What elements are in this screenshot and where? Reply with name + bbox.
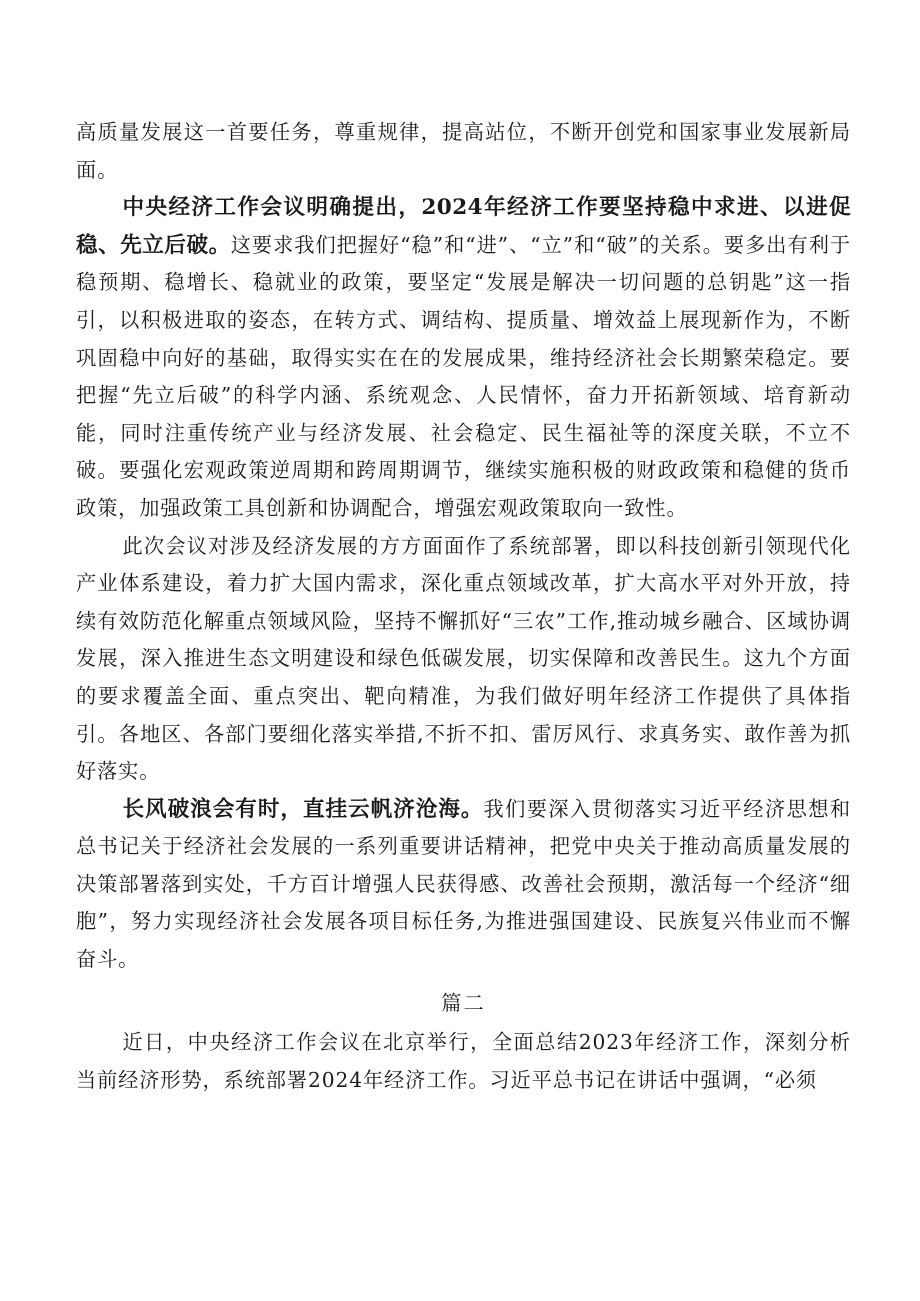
paragraph-lead-sentence: 中央经济工作会议明确提出，2024年经济工作要坚持稳中求进、以进促稳、先立后破。 [76, 195, 851, 258]
paragraph-lead-sentence: 长风破浪会有时，直挂云帆济沧海。 [122, 796, 484, 822]
paragraph-section-two-opening [76, 1024, 851, 1099]
paragraph-text: 我们要深入贯彻落实习近平经济思想和总书记关于经济社会发展的一系列重要讲话精神，把党中央关于推动高质量发展的决策部署落到实处，千方百计增强人民获得感、改善社会预期，激活每一个经济“细胞”，努力实现经济社会发展各项目标任务,为推进强国建设、民族复兴伟业而不懈奋斗。 [76, 796, 851, 972]
paragraph-text: 高质量发展这一首要任务，尊重规律，提高站位，不断开创党和国家事业发展新局面。 [76, 120, 851, 182]
paragraph-work-requirements [76, 189, 851, 527]
paragraph-deployment [76, 528, 851, 791]
paragraph-closing [76, 791, 851, 979]
paragraph-text: 此次会议对涉及经济发展的方方面面作了系统部署，即以科技创新引领现代化产业体系建设，着力扩大国内需求，深化重点领域改革，扩大高水平对外开放，持续有效防范化解重点领域风险，坚持不懈抓好“三农”工作,推动城乡融合、区域协调发展，深入推进生态文明建设和绿色低碳发展，切实保障和改善民生。这九个方面的要求覆盖全面、重点突出、靶向精准，为我们做好明年经济工作提供了具体指引。各地区、各部门要细化落实举措,不折不扣、雷厉风行、求真务实、敢作善为抓好落实。 [76, 533, 851, 784]
document-page [76, 114, 851, 1099]
section-heading: 篇二 [441, 990, 486, 1015]
paragraph-continued [76, 114, 851, 189]
paragraph-text: 近日，中央经济工作会议在北京举行，全面总结2023年经济工作，深刻分析当前经济形势，系统部署2024年经济工作。习近平总书记在讲话中强调，“必须 [76, 1030, 851, 1092]
paragraph-text: 这要求我们把握好“稳”和“进”、“立”和“破”的关系。要多出有利于稳预期、稳增长、稳就业的政策，要坚定“发展是解决一切问题的总钥匙”这一指引，以积极进取的姿态，在转方式、调结构、提质量、增效益上展现新作为，不断巩固稳中向好的基础，取得实实在在的发展成果，维持经济社会长期繁荣稳定。要把握“先立后破”的科学内涵、系统观念、人民情怀，奋力开拓新领域、培育新动能，同时注重传统产业与经济发展、社会稳定、民生福祉等的深度关联，不立不破。要强化宏观政策逆周期和跨周期调节，继续实施积极的财政政策和稳健的货币政策，加强政策工具创新和协调配合，增强宏观政策取向一致性。 [76, 232, 851, 520]
